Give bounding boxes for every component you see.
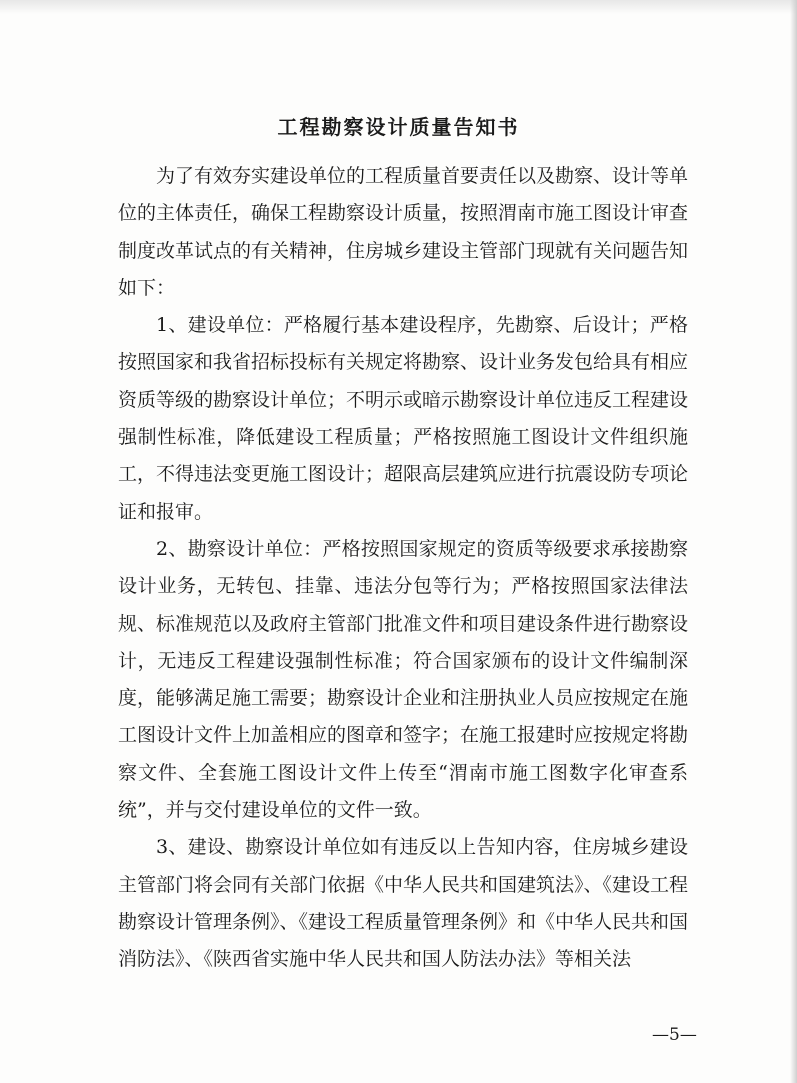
scan-shadow-right xyxy=(790,0,797,1083)
paragraph-item-2: 2、勘察设计单位：严格按照国家规定的资质等级要求承接勘察设计业务，无转包、挂靠、违法分包等行为；严格按照国家法律法规、标准规范以及政府主管部门批准文件和项目建设条件进行勘察设计，无违反工程建设强制性标准；符合国家颁布的设计文件编制深度，能够满足施工需要；勘察设计企业和注册执业人员应按规定在施工图设计文件上加盖相应的图章和签字；在施工报建时应按规定将勘察文件、全套施工图设计文件上传至“渭南市施工图数字化审查系统”，并与交付建设单位的文件一致。 xyxy=(118,537,689,822)
page-number: —5— xyxy=(652,1025,697,1045)
document-body xyxy=(118,158,688,979)
paragraph-item-3: 3、建设、勘察设计单位如有违反以上告知内容，住房城乡建设主管部门将会同有关部门依据《中华人民共和国建筑法》、《建设工程勘察设计管理条例》、《建设工程质量管理条例》和《中华人民共和国消防法》、《陕西省实施中华人民共和国人防法办法》等相关法 xyxy=(118,836,689,971)
scan-shadow-top xyxy=(0,0,797,14)
document-title: 工程勘察设计质量告知书 xyxy=(277,115,520,139)
paragraph-item-1: 1、建设单位：严格履行基本建设程序，先勘察、后设计；严格按照国家和我省招标投标有关规定将勘察、设计业务发包给具有相应资质等级的勘察设计单位；不明示或暗示勘察设计单位违反工程建设强制性标准，降低建设工程质量；严格按照施工图设计文件组织施工，不得违法变更施工图设计；超限高层建筑应进行抗震设防专项论证和报审。 xyxy=(118,314,689,523)
paragraph-intro: 为了有效夯实建设单位的工程质量首要责任以及勘察、设计等单位的主体责任，确保工程勘察设计质量，按照渭南市施工图设计审查制度改革试点的有关精神，住房城乡建设主管部门现就有关问题告知如下： xyxy=(118,165,689,299)
